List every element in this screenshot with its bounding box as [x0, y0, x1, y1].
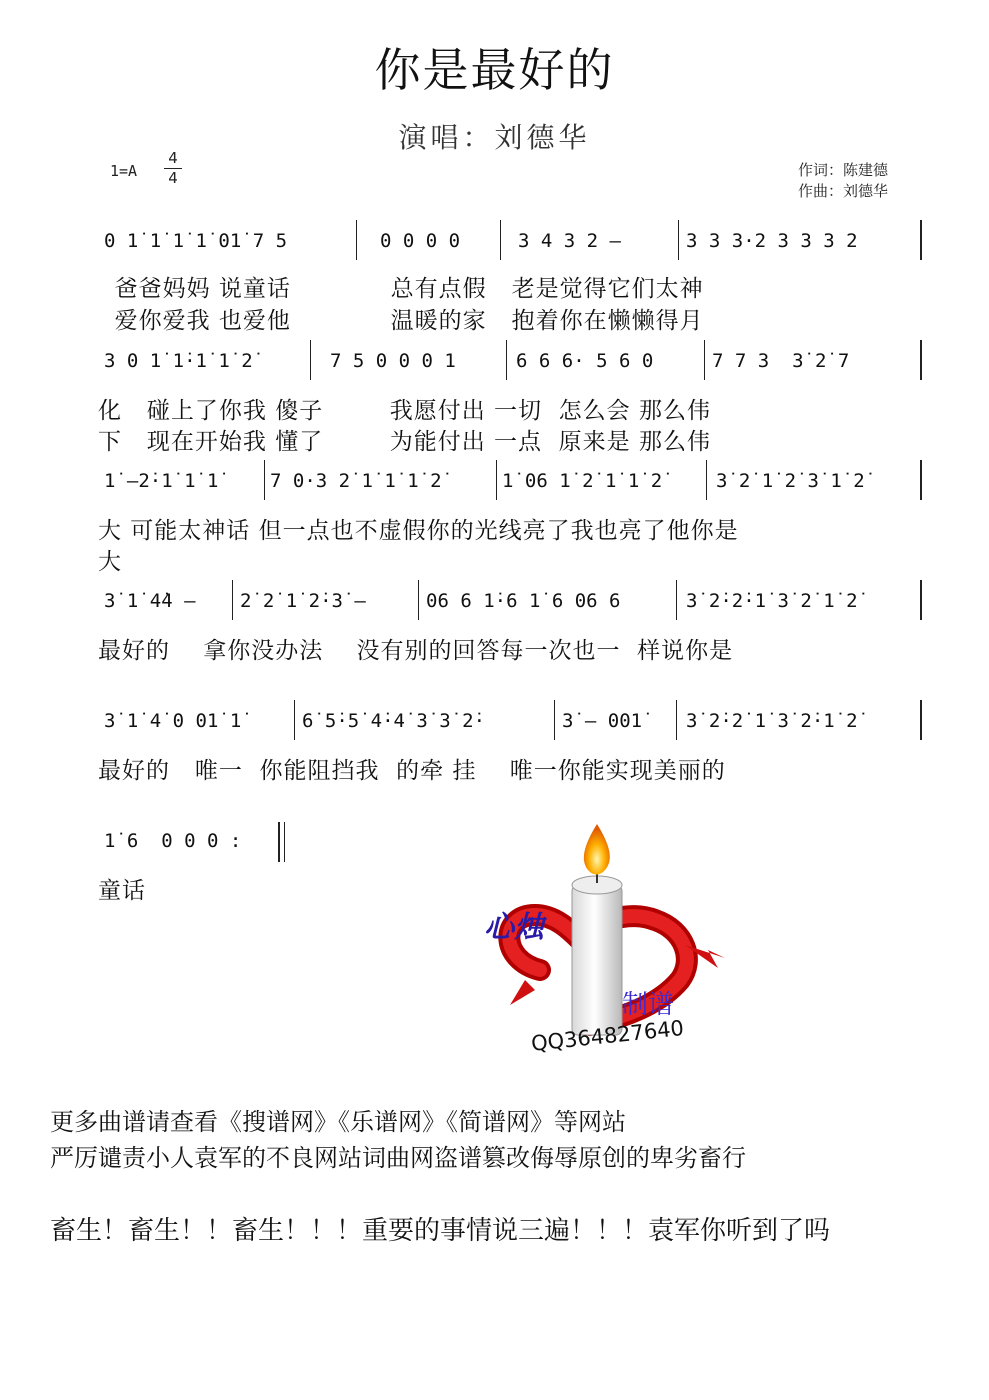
- footer-line-2: 严厉谴责小人袁军的不良网站词曲网盗谱篡改侮辱原创的卑劣畜行: [50, 1144, 746, 1172]
- time-signature-bottom: 4: [168, 169, 178, 187]
- lyric-line: 化 碰上了你我 傻子 我愿付出 一切 怎么会 那么伟: [98, 398, 711, 424]
- candle-logo: [480, 820, 740, 1070]
- measure: 0 0 0 0: [380, 230, 461, 252]
- lyric-line: 最好的 拿你没办法 没有别的回答每一次也一 样说你是: [98, 638, 734, 664]
- measure: 3̇ 2̇·2̇ 1̇ 3̇ 2̇·1̇ 2̇: [686, 710, 858, 732]
- measure: 0 1̇ 1̇ 1̇ 1̇ 01̇ 7 5: [104, 230, 288, 252]
- measure: 7 0·3 2̇ 1̇ 1̇ 1̇ 2̇: [270, 470, 442, 492]
- notation-row-4: [98, 580, 922, 620]
- notation-row-5: [98, 700, 922, 740]
- measure: 3 4 3 2 –: [518, 230, 621, 252]
- lyric-line: 最好的 唯一 你能阻挡我 的牵 挂 唯一你能实现美丽的: [98, 758, 726, 784]
- measure: 1̇ –2̇·1̇ 1̇ 1̇: [104, 470, 219, 492]
- lyric-line: 爸爸妈妈 说童话 总有点假 老是觉得它们太神: [98, 276, 704, 302]
- notation-row-2: [98, 340, 922, 380]
- measure: 2̇ 2̇ 1̇ 2̇·3̇ –: [240, 590, 366, 612]
- time-signature-top: 4: [168, 149, 178, 167]
- composer-credit: 作曲：刘德华: [798, 182, 889, 200]
- measure: 3̇ 1̇ 4̇ 0 01̇ 1̇: [104, 710, 242, 732]
- lyric-line: 大: [98, 549, 122, 575]
- measure: 06 6 1̇·6 1̇ 6 06 6: [426, 590, 621, 612]
- key-signature: 1=A: [110, 162, 138, 180]
- lyricist-credit: 作词：陈建德: [798, 161, 889, 179]
- measure: 7 7 3 3̇ 2̇ 7: [712, 350, 850, 372]
- measure: 3̇ 2̇ 1̇ 2̇ 3̇ 1̇ 2̇: [716, 470, 865, 492]
- measure: 3̇ 1̇ 4̇4 –: [104, 590, 196, 612]
- logo-qq: QQ364827640: [530, 1015, 685, 1056]
- lyric-line: 大 可能太神话 但一点也不虚假你的光线亮了我也亮了他你是: [98, 518, 739, 544]
- time-signature: [164, 150, 182, 187]
- notation-row-end: [98, 822, 298, 862]
- lyric-line: 爱你爱我 也爱他 温暖的家 抱着你在懒懒得月: [98, 308, 704, 334]
- measure: 6̇ 5̇·5̇ 4̇·4̇ 3̇ 3̇ 2̇·: [302, 710, 486, 732]
- measure: 1̇ 6 0 0 0 :: [104, 830, 242, 852]
- measure: 3̇ – 001̇: [562, 710, 643, 732]
- notation-row-1: [98, 220, 922, 260]
- footer-line-1: 更多曲谱请查看《搜谱网》《乐谱网》《简谱网》等网站: [50, 1108, 626, 1136]
- footer-line-3: 畜生！畜生！！畜生！！！重要的事情说三遍！！！袁军你听到了吗: [50, 1216, 831, 1246]
- measure: 7 5 0 0 0 1: [330, 350, 456, 372]
- notation-row-3: [98, 460, 922, 500]
- measure: 6 6 6· 5 6 0: [516, 350, 654, 372]
- lyric-line: 下 现在开始我 懂了 为能付出 一点 原来是 那么伟: [98, 429, 711, 455]
- measure: 3 3 3·2 3 3 3 2: [686, 230, 858, 252]
- credits: [798, 160, 888, 202]
- lyric-line: 童话: [98, 878, 146, 904]
- logo-subtitle: 制谱: [622, 990, 675, 1020]
- measure: 3 0 1̇ 1̇·1̇ 1̇ 2̇: [104, 350, 253, 372]
- song-title: 你是最好的: [374, 43, 615, 97]
- singer-line: 演唱：刘德华: [398, 121, 591, 154]
- measure: 3̇ 2̇·2̇·1̇ 3̇ 2̇ 1̇ 2̇: [686, 590, 858, 612]
- logo-title: 心烛: [484, 910, 544, 945]
- measure: 1̇ 06 1̇ 2̇ 1̇ 1̇ 2̇: [502, 470, 663, 492]
